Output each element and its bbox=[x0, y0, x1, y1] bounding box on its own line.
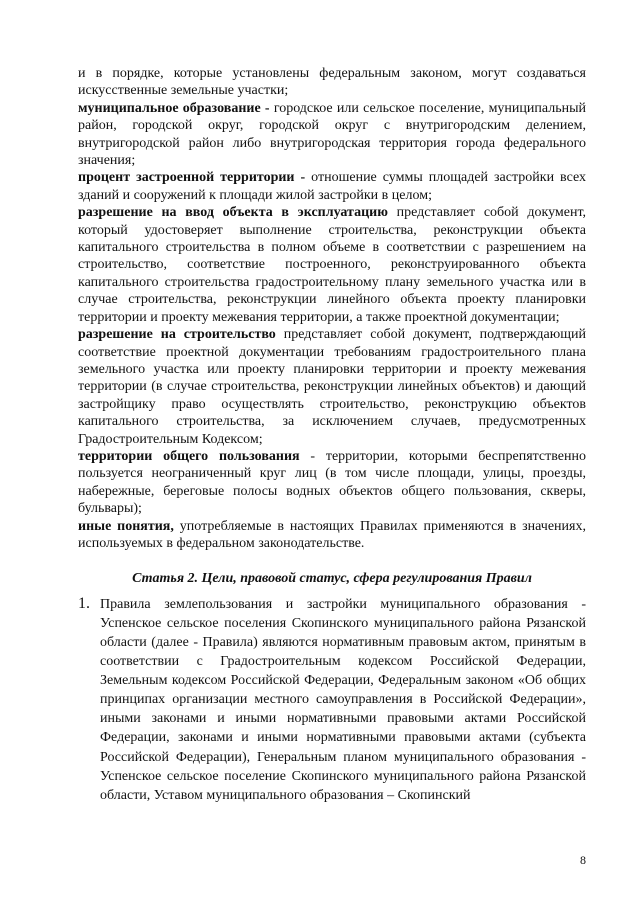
definitions-list bbox=[78, 65, 586, 552]
list-item-text: Правила землепользования и застройки муниципального образования - Успенское сельское поселения Скопинского муниципального района Рязанской области (далее - Правила) являются нормативным правовым актом, принятым в соответствии с Градостроительным кодексом Российской Федерации, Земельным кодексом Российской Федерации, Федеральным законом «Об общих принципах организации местного самоуправления в Российской Федерации», иными законами и иными нормативными правовыми актами Российской Федерации, законами и иными нормативными правовыми актами (субъекта Российской Федерации), Генеральным планом муниципального образования - Успенское сельское поселение Скопинского муниципального района Рязанской области, Уставом муниципального образования – Скопинский bbox=[100, 596, 586, 803]
definition-public-territories bbox=[78, 448, 586, 518]
definition-other-concepts bbox=[78, 518, 586, 553]
definition-term: разрешение на ввод объекта в эксплуатацию bbox=[78, 205, 388, 221]
definition-term: территории общего пользования bbox=[78, 448, 300, 464]
definition-text: представляет собой документ, который удостоверяет выполнение строительства, реконструкции объекта капитального строительства в полном объеме в соответствии с разрешением на строительство, соответствие построенного, реконструированного объекта капитального строительства градостроительному плану земельного участка или в случае строительства, реконструкции линейного объекта проекту планировки территории и проекту межевания территории, а также проектной документации; bbox=[78, 205, 587, 325]
definition-continuation bbox=[78, 65, 586, 100]
definition-text: - территории, которыми беспрепятственно пользуется неограниченный круг лиц (в том числе площади, улицы, проезды, набережные, береговые полосы водных объектов общего пользования, скверы, бульвары); bbox=[78, 448, 586, 517]
definition-text: представляет собой документ, подтверждающий соответствие проектной документации требованиям градостроительного плана земельного участка или проекту планировки территории и проекту межевания территории (в случае строительства, реконструкции линейных объектов) и дающий застройщику право осуществлять строительство, реконструкцию объектов капитального строительства, за исключением случаев, предусмотренных Градостроительным Кодексом; bbox=[78, 327, 586, 447]
page-number: 8 bbox=[580, 853, 586, 867]
definition-term: процент застроенной территории - bbox=[78, 170, 306, 186]
definition-text: и в порядке, которые установлены федеральным законом, могут создаваться искусственные земельные участки; bbox=[78, 66, 586, 99]
definition-term: муниципальное образование - bbox=[78, 100, 270, 116]
definition-commissioning-permit bbox=[78, 204, 586, 326]
definition-text: употребляемые в настоящих Правилах применяются в значениях, используемых в федеральном законодательстве. bbox=[78, 518, 586, 551]
list-item-number: 1. bbox=[78, 594, 90, 612]
definition-term: иные понятия, bbox=[78, 518, 174, 534]
definition-municipal-formation bbox=[78, 100, 586, 170]
definition-text: отношение суммы площадей застройки всех зданий и сооружений к площади жилой застройки в целом; bbox=[78, 170, 586, 203]
definition-text: городское или сельское поселение, муниципальный район, городской округ, городской округ с внутригородским делением, внутригородской район либо внутригородская территория города федерального значения; bbox=[78, 100, 586, 169]
definition-construction-permit bbox=[78, 326, 586, 448]
definition-term: разрешение на строительство bbox=[78, 327, 276, 343]
document-page bbox=[78, 65, 586, 805]
numbered-list-item bbox=[78, 595, 586, 805]
definition-built-up-percentage bbox=[78, 169, 586, 204]
article-heading: Статья 2. Цели, правовой статус, сфера регулирования Правил bbox=[132, 571, 532, 587]
